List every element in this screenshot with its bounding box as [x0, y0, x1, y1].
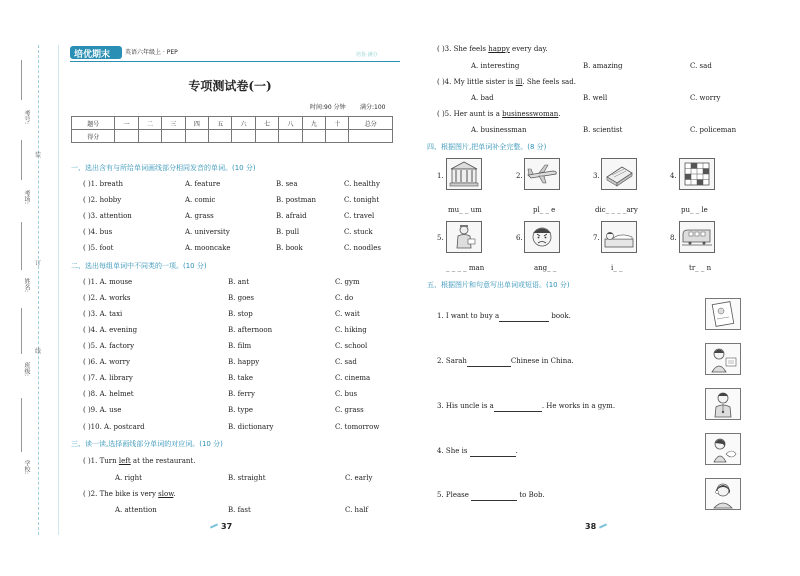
- s1-item-num[interactable]: ( )5. foot: [83, 244, 114, 252]
- train-icon: [679, 221, 715, 253]
- footer-decoration: [599, 523, 607, 528]
- postman-icon: [446, 221, 482, 253]
- score-input-cell[interactable]: [232, 130, 255, 143]
- s3-text-pre: The bike is very: [99, 490, 159, 498]
- section1-title: 一、选出含有与所给单词画线部分相同发音的单词。(10 分): [71, 164, 256, 172]
- s3-text-post: . She feels sad.: [522, 78, 576, 86]
- s2-option-b: B. ferry: [228, 390, 255, 398]
- s5-answer-blank[interactable]: [471, 491, 517, 501]
- margin-label-exam-number: 考号:: [23, 110, 30, 125]
- plane-icon: [524, 158, 560, 190]
- s5-text-post: to Bob.: [517, 491, 545, 499]
- s1-option-a: A. grass: [185, 212, 214, 220]
- s3-underlined-word: ill: [515, 78, 523, 86]
- s5-text-post: . He works in a gym.: [541, 402, 616, 410]
- dictionary-icon: [601, 158, 637, 190]
- score-cell: 四: [185, 117, 208, 130]
- score-cell: 总分: [349, 117, 393, 130]
- exam-full-score: 满分:100: [360, 104, 386, 111]
- s2-option-b: B. dictionary: [228, 423, 274, 431]
- score-input-cell[interactable]: [115, 130, 138, 143]
- binding-dashed-line: [38, 45, 39, 535]
- s2-item-num[interactable]: ( )9. A. use: [83, 406, 122, 414]
- s2-item-num[interactable]: ( )4. A. evening: [83, 326, 138, 334]
- s3-item-num[interactable]: ( )3.: [437, 45, 452, 53]
- comic-book-icon: [705, 298, 741, 330]
- listening-girl-icon: [705, 478, 741, 510]
- puzzle-icon: [679, 158, 715, 190]
- s2-item-num[interactable]: ( )8. A. helmet: [83, 390, 134, 398]
- s5-sentence-1: [437, 312, 571, 322]
- margin-blank-line: [21, 222, 22, 270]
- page-number-left: [210, 522, 250, 532]
- score-table-score-row: [72, 130, 393, 143]
- s2-option-c: C. tomorrow: [335, 423, 380, 431]
- s3-underlined-word: happy: [488, 45, 510, 53]
- brand-logo: [70, 46, 122, 59]
- cut-mark: 订: [35, 260, 42, 267]
- s3-option-a: A. interesting: [471, 62, 520, 70]
- footer-decoration: [210, 523, 218, 528]
- s3-option-b: B. amazing: [583, 62, 623, 70]
- margin-label-class: 班级:: [23, 362, 30, 377]
- s3-underlined-word: slow: [158, 490, 174, 498]
- s5-sentence-5: [437, 491, 545, 501]
- s1-option-b: B. afraid: [276, 212, 307, 220]
- s3-option-b: B. scientist: [583, 126, 623, 134]
- s1-option-c: C. noodles: [344, 244, 381, 252]
- margin-label-school: 学校:: [23, 460, 30, 475]
- s2-option-c: C. cinema: [335, 374, 371, 382]
- s1-option-c: C. travel: [344, 212, 375, 220]
- score-cell: 九: [302, 117, 325, 130]
- s4-num: 7.: [593, 234, 600, 242]
- score-input-cell[interactable]: [185, 130, 208, 143]
- book-subtitle: 英语六年级上 · PEP: [125, 49, 178, 56]
- s4-num: 6.: [516, 234, 523, 242]
- score-table: [71, 116, 393, 143]
- s3-item-num[interactable]: ( )2.: [83, 490, 98, 498]
- s4-word: pl_ _ e: [533, 206, 556, 214]
- s2-option-c: C. do: [335, 294, 354, 302]
- s3-text-post: .: [173, 490, 176, 498]
- s2-option-b: B. ant: [228, 278, 250, 286]
- s2-item-num[interactable]: ( )3. A. taxi: [83, 310, 123, 318]
- s2-option-c: C. hiking: [335, 326, 367, 334]
- s1-option-a: A. comic: [185, 196, 216, 204]
- s3-option-b: B. straight: [228, 474, 266, 482]
- s3-question-4: [437, 78, 576, 87]
- score-input-cell[interactable]: [349, 130, 393, 143]
- s5-answer-blank[interactable]: [467, 357, 511, 367]
- s2-item-num[interactable]: ( )1. A. mouse: [83, 278, 133, 286]
- section5-title: 五、根据图片和句意写出单词或短语。(10 分): [427, 281, 570, 289]
- s5-text-post: Chinese in China.: [510, 357, 574, 365]
- s3-text-post: every day.: [509, 45, 548, 53]
- score-cell: 一: [115, 117, 138, 130]
- s1-item-num[interactable]: ( )4. bus: [83, 228, 113, 236]
- page-number-left-text: 37: [221, 522, 233, 531]
- s3-item-num[interactable]: ( )4.: [437, 78, 452, 86]
- cut-mark: 线: [35, 348, 42, 355]
- s1-option-b: B. book: [276, 244, 303, 252]
- score-cell: 七: [255, 117, 278, 130]
- angry-face-icon: [524, 221, 560, 253]
- s4-num: 3.: [593, 172, 600, 180]
- s1-item-num[interactable]: ( )3. attention: [83, 212, 132, 220]
- ill-in-bed-icon: [601, 221, 637, 253]
- worried-girl-icon: [705, 433, 741, 465]
- s3-option-c: C. early: [345, 474, 373, 482]
- s2-option-c: C. grass: [335, 406, 364, 414]
- s1-option-c: C. tonight: [344, 196, 380, 204]
- s1-item-num[interactable]: ( )2. hobby: [83, 196, 122, 204]
- s2-option-c: C. wait: [335, 310, 360, 318]
- s2-option-b: B. film: [228, 342, 252, 350]
- score-table-header-row: [72, 117, 393, 130]
- s3-question-3: [437, 45, 548, 54]
- s2-option-c: C. school: [335, 342, 368, 350]
- score-cell: 二: [138, 117, 161, 130]
- s2-item-num[interactable]: ( )7. A. library: [83, 374, 133, 382]
- s2-option-b: B. stop: [228, 310, 253, 318]
- score-cell: 六: [232, 117, 255, 130]
- s3-option-a: A. bad: [471, 94, 494, 102]
- s5-text-pre: 5. Please: [437, 491, 469, 499]
- header-rule: [70, 61, 400, 62]
- section2-title: 二、选出每组单词中不同类的一项。(10 分): [71, 262, 207, 270]
- s4-num: 4.: [670, 172, 677, 180]
- score-cell: 十: [326, 117, 349, 130]
- s1-option-b: B. pull: [276, 228, 300, 236]
- s3-option-c: C. policeman: [690, 126, 737, 134]
- header-tag: 培优·满分: [356, 52, 378, 58]
- s3-option-a: A. attention: [115, 506, 157, 514]
- score-input-cell[interactable]: [138, 130, 161, 143]
- s3-underlined-word: businesswoman: [502, 110, 559, 118]
- s2-option-b: B. afternoon: [228, 326, 273, 334]
- s3-option-a: A. right: [115, 474, 142, 482]
- section3-title: 三、读一读,选择画线部分单词的对应词。(10 分): [71, 440, 223, 448]
- s4-word: _ _ _ _ man: [446, 264, 485, 272]
- s3-question-5: [437, 110, 561, 119]
- s4-word: dic_ _ _ _ary: [595, 206, 638, 214]
- s3-text-pre: Her aunt is a: [453, 110, 503, 118]
- s2-option-c: C. sad: [335, 358, 357, 366]
- score-input-cell[interactable]: [279, 130, 302, 143]
- s2-option-c: C. bus: [335, 390, 358, 398]
- score-input-cell[interactable]: [255, 130, 278, 143]
- s3-option-c: C. worry: [690, 94, 721, 102]
- s3-question-1: [83, 457, 195, 466]
- s1-option-c: C. healthy: [344, 180, 380, 188]
- s2-item-num[interactable]: ( )2. A. works: [83, 294, 131, 302]
- s3-option-b: B. fast: [228, 506, 251, 514]
- margin-blank-line: [21, 140, 22, 180]
- margin-label-exam-room: 考场:: [23, 190, 30, 205]
- score-cell: 八: [279, 117, 302, 130]
- s5-sentence-2: [437, 357, 574, 367]
- cut-mark: 装: [35, 152, 42, 159]
- s1-option-b: B. sea: [276, 180, 298, 188]
- s5-text-pre: 4. She is: [437, 447, 468, 455]
- s4-num: 1.: [437, 172, 444, 180]
- s3-text-post: at the restaurant.: [130, 457, 196, 465]
- s4-word: i_ _: [611, 264, 623, 272]
- s4-num: 8.: [670, 234, 677, 242]
- s4-word: tr_ _ n: [689, 264, 712, 272]
- s1-option-a: A. university: [185, 228, 230, 236]
- s3-text-post: .: [558, 110, 561, 118]
- s5-answer-blank[interactable]: [494, 402, 542, 412]
- s2-option-c: C. gym: [335, 278, 360, 286]
- museum-icon: [446, 158, 482, 190]
- score-input-cell[interactable]: [162, 130, 185, 143]
- s4-num: 2.: [516, 172, 523, 180]
- s2-option-b: B. goes: [228, 294, 255, 302]
- s3-question-2: [83, 490, 176, 499]
- score-input-cell[interactable]: [209, 130, 232, 143]
- s3-item-num[interactable]: ( )5.: [437, 110, 452, 118]
- s1-option-a: A. feature: [185, 180, 221, 188]
- page-title: 专项测试卷(一): [188, 79, 272, 93]
- margin-blank-line: [21, 398, 22, 452]
- score-cell: 五: [209, 117, 232, 130]
- s5-text-pre: 2. Sarah: [437, 357, 467, 365]
- s1-item-num[interactable]: ( )1. breath: [83, 180, 124, 188]
- s5-sentence-3: [437, 402, 615, 412]
- s3-option-b: B. well: [583, 94, 608, 102]
- page-number-right: [585, 522, 625, 532]
- s3-text-pre: My little sister is: [453, 78, 516, 86]
- s3-option-c: C. sad: [690, 62, 712, 70]
- s2-item-num[interactable]: ( )6. A. worry: [83, 358, 130, 366]
- page-number-right-text: 38: [585, 522, 597, 531]
- section4-title: 四、根据图片,把单词补全完整。(8 分): [427, 143, 547, 151]
- exam-time: 时间:90 分钟: [310, 104, 346, 111]
- score-cell: 得分: [72, 130, 115, 143]
- score-input-cell[interactable]: [326, 130, 349, 143]
- s2-item-num[interactable]: ( )5. A. factory: [83, 342, 135, 350]
- s5-answer-blank[interactable]: [499, 312, 549, 322]
- teacher-icon: [705, 343, 741, 375]
- s2-option-b: B. happy: [228, 358, 260, 366]
- s5-sentence-4: [437, 447, 518, 457]
- s3-item-num[interactable]: ( )1.: [83, 457, 98, 465]
- s5-text-pre: 1. I want to buy a: [437, 312, 500, 320]
- margin-blank-line: [21, 308, 22, 354]
- margin-label-name: 姓名:: [23, 278, 30, 293]
- s5-answer-blank[interactable]: [470, 447, 516, 457]
- s3-underlined-word: left: [118, 457, 131, 465]
- s4-num: 5.: [437, 234, 444, 242]
- score-input-cell[interactable]: [302, 130, 325, 143]
- s1-option-c: C. stuck: [344, 228, 373, 236]
- s2-option-b: B. type: [228, 406, 253, 414]
- s1-option-b: B. postman: [276, 196, 317, 204]
- s4-word: mu_ _ um: [448, 206, 482, 214]
- s2-option-b: B. take: [228, 374, 253, 382]
- s3-option-c: C. half: [345, 506, 369, 514]
- binding-solid-line: [58, 45, 59, 535]
- s5-text-post: book.: [549, 312, 571, 320]
- coach-icon: [705, 388, 741, 420]
- s3-option-a: A. businessman: [471, 126, 527, 134]
- s4-word: ang_ _: [534, 264, 557, 272]
- score-cell: 题号: [72, 117, 115, 130]
- score-cell: 三: [162, 117, 185, 130]
- s4-word: pu_ _ le: [681, 206, 708, 214]
- brand-logo-text: 培优期末: [74, 50, 111, 60]
- s5-text-pre: 3. His uncle is a: [437, 402, 494, 410]
- s3-text-pre: Turn: [99, 457, 119, 465]
- s3-text-pre: She feels: [453, 45, 489, 53]
- s5-text-post: .: [515, 447, 518, 455]
- s1-option-a: A. mooncake: [185, 244, 231, 252]
- s2-item-num[interactable]: ( )10. A. postcard: [83, 423, 145, 431]
